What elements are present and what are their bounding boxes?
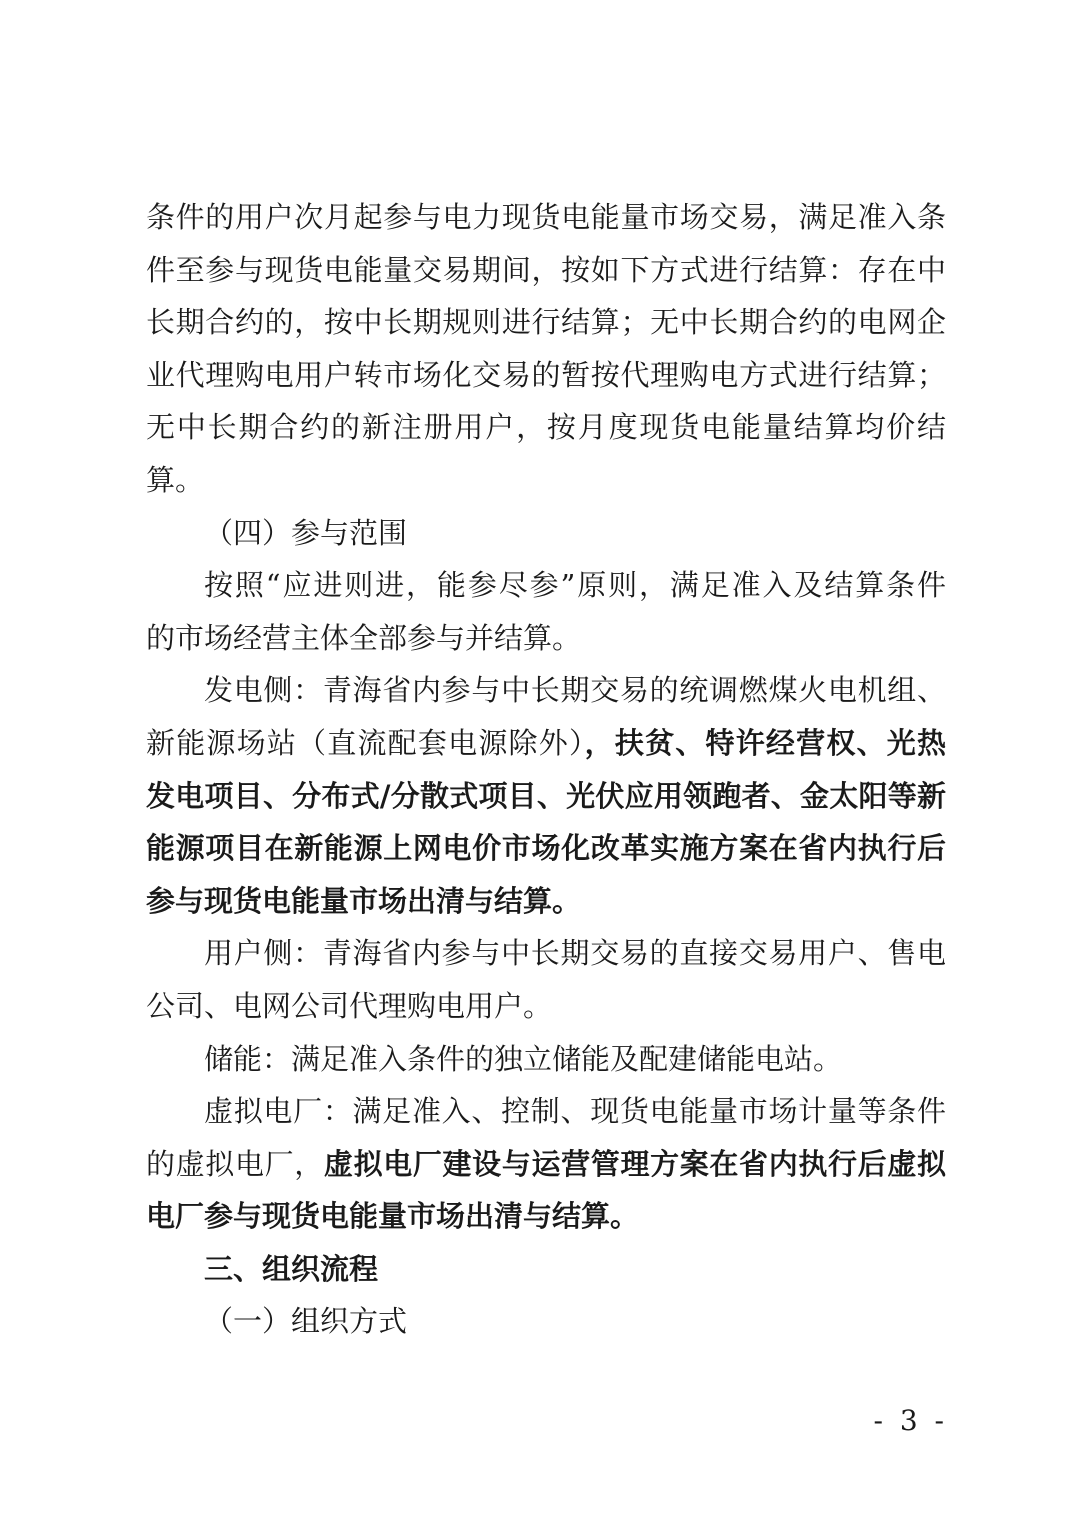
body-line: 虚拟电厂：满足准入、控制、现货电能量市场计量等条件	[204, 1094, 946, 1129]
body-line: 用户侧：青海省内参与中长期交易的直接交易用户、售电	[204, 936, 946, 971]
bold-text: ，扶贫、特许经营权、光热	[584, 725, 946, 760]
bold-text: 虚拟电厂建设与运营管理方案在省内执行后虚拟	[323, 1146, 946, 1181]
document-body	[146, 191, 946, 1348]
body-line: 按照“应进则进，能参尽参”原则，满足准入及结算条件	[204, 568, 946, 603]
section-heading-participation-scope: （四）参与范围	[204, 515, 408, 550]
bold-body-line: 能源项目在新能源上网电价市场化改革实施方案在省内执行后	[146, 831, 946, 866]
body-line: 储能：满足准入条件的独立储能及配建储能电站。	[204, 1041, 843, 1076]
bold-body-line: 电厂参与现货电能量市场出清与结算。	[146, 1199, 640, 1234]
body-line: 条件的用户次月起参与电力现货电能量市场交易，满足准入条	[146, 200, 946, 234]
subsection-heading-organization-method: （一）组织方式	[204, 1304, 408, 1339]
bold-body-line: 发电项目、分布式/分散式项目、光伏应用领跑者、金太阳等新	[146, 778, 946, 813]
body-line: 业代理购电用户转市场化交易的暂按代理购电方式进行结算；	[146, 357, 946, 392]
body-line: 发电侧：青海省内参与中长期交易的统调燃煤火电机组、	[204, 673, 946, 708]
body-line: 公司、电网公司代理购电用户。	[146, 988, 553, 1023]
body-line: 长期合约的，按中长期规则进行结算；无中长期合约的电网企	[146, 305, 946, 340]
body-line: 无中长期合约的新注册用户，按月度现货电能量结算均价结	[146, 410, 946, 445]
body-line: 的市场经营主体全部参与并结算。	[146, 620, 582, 655]
body-line-mixed	[146, 717, 946, 770]
body-line: 件至参与现货电能量交易期间，按如下方式进行结算：存在中	[146, 252, 946, 287]
plain-text: 新能源场站（直流配套电源除外）	[146, 725, 585, 760]
section-heading-organization-process: 三、组织流程	[204, 1251, 379, 1286]
page-number: - 3 -	[873, 1404, 948, 1437]
body-line-mixed	[146, 1138, 946, 1191]
plain-text: 的虚拟电厂，	[146, 1146, 324, 1181]
body-line: 算。	[146, 462, 205, 497]
bold-body-line: 参与现货电能量市场出清与结算。	[146, 883, 582, 918]
